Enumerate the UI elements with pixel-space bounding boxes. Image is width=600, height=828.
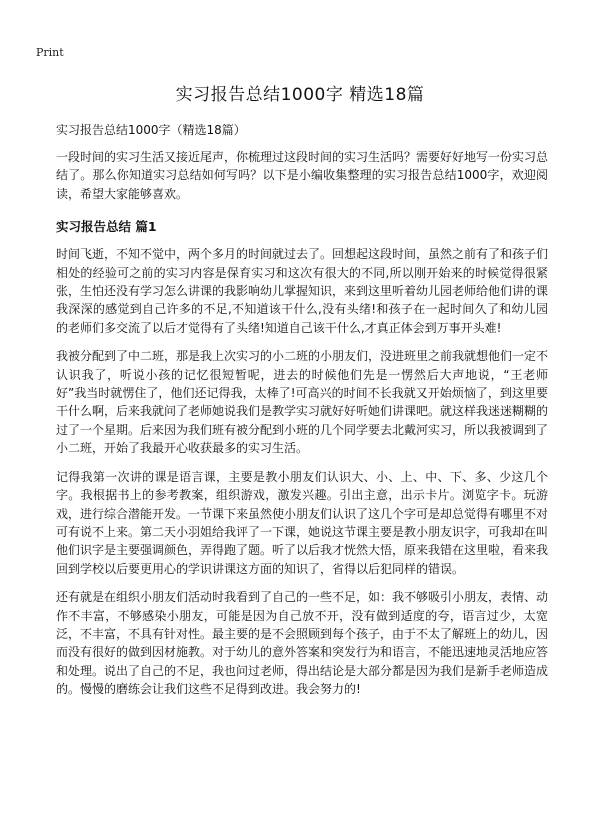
body-paragraph-4: 还有就是在组织小朋友们活动时我看到了自己的一些不足，如：我不够吸引小朋友，表情、动作不丰富，不够感染小朋友，可能是因为自己放不开，没有做到适度的夸，语言过少，太宽泛，不丰富，不具有针对性。最主要的是不会照顾到每个孩子，由于不太了解班上的幼儿，因而没有很好的做到因材施教。对于幼儿的意外答案和突发行为和语言，不能迅速地灵活地应答和处理。说出了自己的不足，我也问过老师，得出结论是大部分都是因为我们是新手老师造成的。慢慢的磨练会让我们这些不足得到改进。我会努力的! <box>56 590 549 697</box>
section-heading: 实习报告总结 篇1 <box>56 219 157 235</box>
body-paragraph-3: 记得我第一次讲的课是语言课，主要是教小朋友们认识大、小、上、中、下、多、少这几个字。我根据书上的参考教案，组织游戏，激发兴趣。引出主意，出示卡片。浏览字卡。玩游戏，进行综合潜能开发。一节课下来虽然使小朋友们认识了这几个字可是却总觉得有哪里不对可有说不上来。第二天小羽姐给我评了一下课，她说这节课主要是教小朋友识字，可我却在叫他们识字是主要强调颜色，弄得跑了题。听了以后我才恍然大悟，原来我错在这里啦，看来我回到学校以后要更用心的学识讲课这方面的知识了，省得以后犯同样的错误。 <box>56 469 549 576</box>
print-link[interactable]: Print <box>36 46 64 59</box>
article-body <box>56 148 548 709</box>
body-paragraph-2: 我被分配到了中二班，那是我上次实习的小二班的小朋友们，没进班里之前我就想他们一定不认识我了，听说小孩的记忆很短暂呢，进去的时候他们先是一愣然后大声地说，“王老师好”我当时就愣住了，他们还记得我，太棒了!可高兴的时间不长我就又开始烦恼了，到这里要干什么啊，后来我就问了老师她说我们是教学实习就好好听她们讲课吧。就这样我迷迷糊糊的过了一个星期。后来因为我们班有被分配到小班的几个同学要去北戴河实习，所以我被调到了小二班，开始了我最开心收获最多的实习生活。 <box>56 349 549 456</box>
intro-paragraph: 一段时间的实习生活又接近尾声，你梳理过这段时间的实习生活吗？需要好好地写一份实习总结了。那么你知道实习总结如何写吗？以下是小编收集整理的实习报告总结1000字，欢迎阅读，希望大家能够喜欢。 <box>56 150 549 201</box>
body-paragraph-1: 时间飞逝，不知不觉中，两个多月的时间就过去了。回想起这段时间，虽然之前有了和孩子们相处的经验可之前的实习内容是保育实习和这次有很大的不同,所以刚开始来的时候觉得很紧张，生怕还没有学习怎么讲课的我影响幼儿掌握知识，来到这里听着幼儿园老师给他们讲的课我深深的感觉到自己许多的不足,不知道该干什么,没有头绪!和孩子在一起时间久了和幼儿园的老师们多交流了以后才觉得有了头绪!知道自己该干什么,才真正体会到万事开头难! <box>56 247 549 335</box>
article-subtitle: 实习报告总结1000字（精选18篇） <box>56 123 246 137</box>
page-title: 实习报告总结1000字 精选18篇 <box>175 85 425 105</box>
